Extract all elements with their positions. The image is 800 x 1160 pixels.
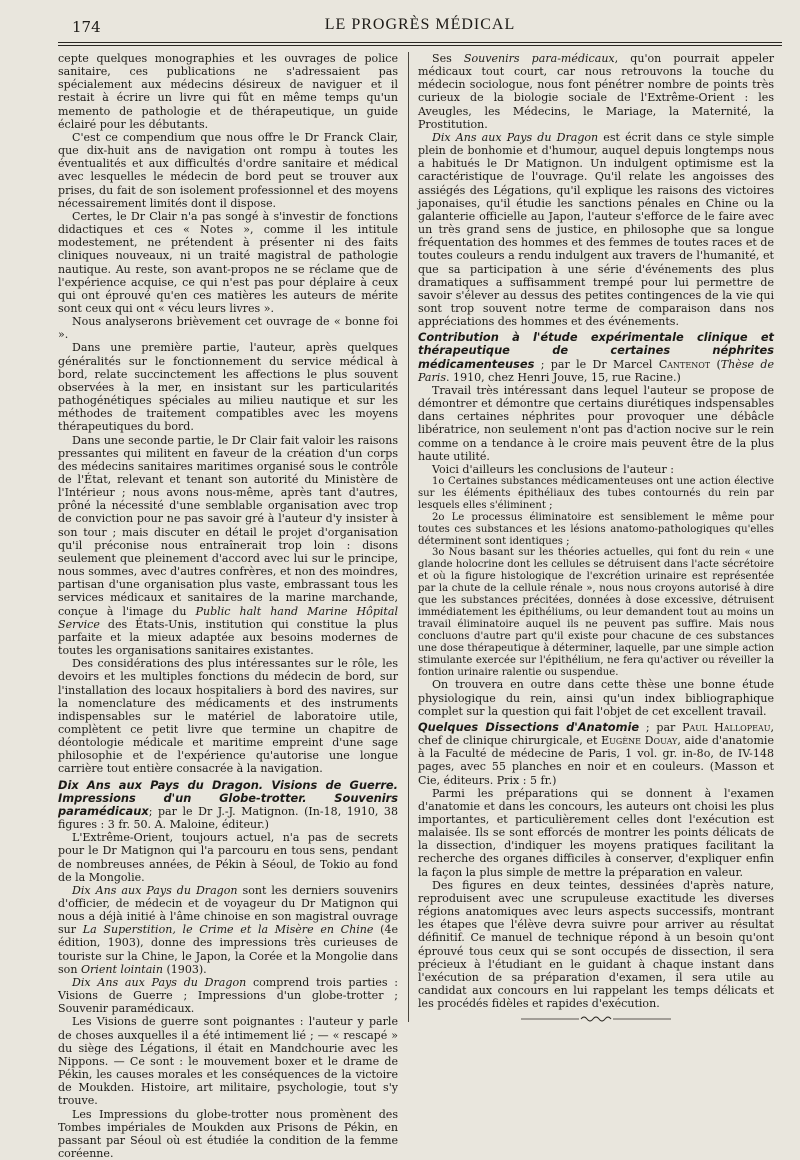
text-run: ; par le Dr Marcel bbox=[534, 358, 658, 371]
paragraph bbox=[418, 52, 774, 131]
review-title: Contribution à l'étude expérimentale clinique et thérapeutique de certaines néphrites médicamenteuses bbox=[418, 330, 774, 370]
text-run-italic: Dix Ans aux Pays du Dragon bbox=[72, 884, 238, 897]
page-header bbox=[58, 14, 782, 40]
text-run-italic: Souvenirs para-médicaux bbox=[464, 52, 615, 65]
paragraph: C'est ce compendium que nous offre le Dr Franck Clair, que dix-huit ans de navigation ont rompu à toutes les éventualités et aux difficultés d'ordre sanitaire et médical avec lesquelles le médecin de bord peut se trouver aux prises, du fait de son isolement professionnel et des moyens nécessairement limités dont il dispose. bbox=[58, 131, 398, 210]
paragraph: L'Extrême-Orient, toujours actuel, n'a pas de secrets pour le Dr Matignon qui l'a parcouru en tous sens, pendant de nombreuses années, de Pékin à Séoul, de Tokio au fond de la Mongolie. bbox=[58, 831, 398, 884]
paragraph bbox=[58, 976, 398, 1015]
text-run: . 1910, chez Henri Jouve, 15, rue Racine.) bbox=[446, 371, 681, 384]
text-run: est écrit dans ce style simple plein de bonhomie et d'humour, auquel depuis longtemps nous a habitués le Dr Matignon. Un indulgent optimisme est la caractéristique de l'ouvrage. Qu'il relate les angoisses des assiégés des Légations, qu'il explique les raisons des victoires japonaises, qu'il étudie les sanctions pénales en Chine ou la galanterie officielle au Japon, l'auteur s'efforce de le faire avec un très grand sens de justice, en philosophe que sa longue fréquentation des hommes et des femmes de toutes races et de toutes couleurs a rendu indulgent aux travers de l'humanité, et que sa participation à une série d'événements des plus dramatiques a suffisamment trempé pour lui permettre de savoir s'élever au dessus des petites contingences de la vie qui sont trop souvent notre terme de comparaison dans nos appréciations des hommes et des événements. bbox=[418, 131, 774, 328]
text-run: (4e édition, 1903), donne des impressions très curieuses de touriste sur la Chine, le Japon, la Corée et la Mongolie dans son bbox=[58, 923, 398, 975]
review-heading bbox=[418, 721, 774, 787]
author-name: Paul Hallopeau bbox=[682, 721, 770, 734]
paragraph: cepte quelques monographies et les ouvrages de police sanitaire, ces publications ne s'adressaient pas spécialement aux médecins désireux de naviguer et il restait à écrire un livre qui fût en même temps qu'un memento de pathologie et de thérapeutique, un guide éclairé pour les débutants. bbox=[58, 52, 398, 131]
text-run-italic: Thèse de Paris bbox=[418, 358, 774, 384]
paragraph: Des figures en deux teintes, dessinées d'après nature, reproduisent avec une scrupuleuse exactitude les diverses régions anatomiques avec leurs aspects successifs, montrant les étapes que l'élève devra suivre pour arriver au résultat définitif. Ce manuel de technique répond à un besoin qu'ont éprouvé tous ceux qui se sont occupés de dissection, il sera précieux à l'étudiant en le guidant à chaque instant dans l'exécution de sa préparation d'examen, il sera utile au candidat aux concours en lui rappelant les temps délicats et les procédés fidèles et rapides d'exécution. bbox=[418, 879, 774, 1011]
paragraph: Dans une première partie, l'auteur, après quelques généralités sur le fonctionnement du service médical à bord, relate succinctement les affections le plus souvent observées à la mer, en insistant sur les particularités pathogénétiques spéciales au milieu nautique et sur les méthodes de traitement compatibles avec les moyens thérapeutiques du bord. bbox=[58, 341, 398, 433]
text-run: Dans une seconde partie, le Dr Clair fait valoir les raisons pressantes qui militent en faveur de la création d'un corps des médecins sanitaires maritimes organisé sous le contrôle de l'État, relevant et tenant son autorité du Ministère de l'Intérieur ; nous avons nous-même, après tant d'autres, prôné la nécessité d'une semblable organisation avec trop de conviction pour ne pas savoir gré à l'auteur d'y insister à son tour ; mais discuter en détail le projet d'organisation qu'il préconise nous entraînerait trop loin : disons seulement que pleinement d'accord avec lui sur le principe, nous sommes, avec d'autres confrères, et non des moindres, partisan d'une organisation plus vaste, embrassant tous les services médicaux et sanitaires de la marine marchande, conçue à l'image du bbox=[58, 434, 398, 618]
paragraph: Travail très intéressant dans lequel l'auteur se propose de démontrer et démontre que certains diurétiques indspensables dans certaines néphrites pour provoquer une débâcle libératrice, non seulement n'ont pas d'action nocive sur le rein comme on a tendance à le croire mais peuvent être de la plus haute utilité. bbox=[418, 384, 774, 463]
paragraph: Nous analyserons brièvement cet ouvrage de « bonne foi ». bbox=[58, 315, 398, 341]
paragraph: Des considérations des plus intéressantes sur le rôle, les devoirs et les multiples fonctions du médecin de bord, sur l'installation des locaux hospitaliers à bord des navires, sur la nomenclature des médicaments et des instruments indispensables sur le matériel de laboratoire utile, complètent ce petit livre que termine un chapitre de déontologie médicale et maritime empreint d'une sage philosophie et de l'expérience qu'autorise une longue carrière tout entière consacrée à la navigation. bbox=[58, 657, 398, 775]
review-title: Quelques Dissections d'Anatomie bbox=[418, 720, 639, 734]
paragraph bbox=[418, 131, 774, 328]
text-run: , qu'on pourrait appeler médicaux tout court, car nous retrouvons la touche du médecin sociologue, nous font pénétrer nombre de points très curieux de la biologie sociale de l'Extrême-Orient : les Aveugles, les Médecins, le Mariage, la Maternité, la Prostitution. bbox=[418, 52, 774, 131]
text-run: comprend trois parties : Visions de Guerre ; Impressions d'un globe-trotter ; Souvenir paramédicaux. bbox=[58, 976, 398, 1015]
header-rule bbox=[58, 42, 782, 43]
conclusion-item: 2o Le processus éliminatoire est sensiblement le même pour toutes ces substances et les lésions anatomo-pathologiques qu'elles déterminent sont identiques ; bbox=[418, 512, 774, 548]
paragraph: Parmi les préparations qui se donnent à l'examen d'anatomie et dans les concours, les auteurs ont choisi les plus importantes, et particulièrement celles dont l'exécution est malaisée. Ils se sont efforcés de montrer les points délicats de la dissection, d'indiquer les moyens pratiques facilitant la recherche des organes difficiles à conserver, d'expliquer enfin la façon la plus simple de mettre la préparation en valeur. bbox=[418, 787, 774, 879]
left-column bbox=[58, 52, 398, 1160]
author-name: Cantenot bbox=[659, 358, 710, 371]
paragraph: Les Impressions du globe-trotter nous promènent des Tombes impériales de Moukden aux Prisons de Pékin, en passant par Séoul où est étudiée la condition de la femme coréenne. bbox=[58, 1108, 398, 1160]
text-run-italic: Dix Ans aux Pays du Dragon bbox=[432, 131, 598, 144]
text-run: ( bbox=[710, 358, 721, 371]
conclusion-item: 1o Certaines substances médicamenteuses ont une action élective sur les éléments épithéliaux des tubes contournés du rein par lesquels elles s'éliminent ; bbox=[418, 476, 774, 512]
review-byline: ; par le Dr J.-J. Matignon. (In-18, 1910, 38 figures : 3 fr. 50. A. Maloine, éditeur.) bbox=[58, 805, 398, 831]
end-ornament bbox=[418, 1014, 774, 1027]
text-run-italic: Public halt hand Marine Hôpital Service bbox=[58, 605, 398, 631]
running-title: LE PROGRÈS MÉDICAL bbox=[58, 16, 782, 34]
paragraph bbox=[58, 884, 398, 976]
paragraph bbox=[58, 434, 398, 658]
author-name: Eugène Douay bbox=[601, 734, 677, 747]
paragraph: On trouvera en outre dans cette thèse une bonne étude physiologique du rein, ainsi qu'un index bibliographique complet sur la question qui fait l'objet de cet excellent travail. bbox=[418, 678, 774, 717]
text-run: ; par bbox=[639, 721, 682, 734]
review-heading bbox=[58, 779, 398, 832]
column-divider bbox=[408, 52, 409, 1022]
text-run: (1903). bbox=[163, 963, 207, 976]
text-run: Ses bbox=[432, 52, 464, 65]
review-title: Dix Ans aux Pays du Dragon. Visions de Guerre. Impressions d'un Globe-trotter. Souvenirs paramédicaux bbox=[58, 778, 398, 818]
right-column bbox=[418, 52, 774, 1027]
text-run: sont les derniers souvenirs d'officier, de médecin et de voyageur du Dr Matignon qui nous a déjà initié à l'âme chinoise en son magistral ouvrage sur bbox=[58, 884, 398, 936]
header-rule-thin bbox=[58, 45, 782, 46]
text-run-italic: La Superstition, le Crime et la Misère en Chine bbox=[83, 923, 374, 936]
text-run: , chef de clinique chirurgicale, et bbox=[418, 721, 774, 747]
review-heading bbox=[418, 331, 774, 384]
text-run-italic: Dix Ans aux Pays du Dragon bbox=[72, 976, 246, 989]
paragraph: Voici d'ailleurs les conclusions de l'auteur : bbox=[418, 463, 774, 476]
text-run: des États-Unis, institution qui constitue la plus parfaite et la mieux adaptée aux besoins modernes de toutes les organisations sanitaires existantes. bbox=[58, 618, 398, 657]
paragraph: Les Visions de guerre sont poignantes : l'auteur y parle de choses auxquelles il a été intimement lié ; — « rescapé » du siège des Légations, il était en Mandchourie avec les Nippons. — Ce sont : le mouvement boxer et le drame de Pékin, les causes morales et les conséquences de la victoire de Moukden. Histoire, art militaire, psychologie, tout s'y trouve. bbox=[58, 1015, 398, 1107]
conclusion-item: 3o Nous basant sur les théories actuelles, qui font du rein « une glande holocrine dont les cellules se détruisent dans l'acte sécrétoire et où la figure histologique de l'excrétion urinaire est représentée par la chute de la cellule rénale », nous nous croyons autorisé à dire que les substances précitées, données à dose excessive, détruisent immédiatement les épithéliums, ou leur demandent tout au moins un travail éliminatoire auquel ils ne peuvent pas suffire. Mais nous concluons d'autre part qu'il existe pour chacune de ces substances une dose thérapeutique à déterminer, laquelle, par une simple action stimulante exercée sur l'épithélium, ne fera qu'activer ou réveiller la fontion urinaire ralentie ou suspendue. bbox=[418, 547, 774, 678]
text-run: , aide d'anatomie à la Faculté de médecine de Paris, 1 vol. gr. in-8o, de IV-148 pages, avec 55 planches en noir et en couleurs. (Masson et Cie, éditeurs. Prix : 5 fr.) bbox=[418, 734, 774, 786]
ornament-rule-icon bbox=[521, 1014, 671, 1024]
text-run-italic: Orient lointain bbox=[81, 963, 163, 976]
paragraph: Certes, le Dr Clair n'a pas songé à s'investir de fonctions didactiques et ces « Notes », comme il les intitule modestement, ne prétendent à présenter ni des faits cliniques nouveaux, ni un traité magistral de pathologie nautique. Au reste, son avant-propos ne se réclame que de l'expérience acquise, ce qui n'est pas pour déplaire à ceux qui ont éprouvé qu'en ces matières les auteurs de mérite sont ceux qui ont « vécu leurs livres ». bbox=[58, 210, 398, 315]
page-number: 174 bbox=[72, 18, 101, 36]
